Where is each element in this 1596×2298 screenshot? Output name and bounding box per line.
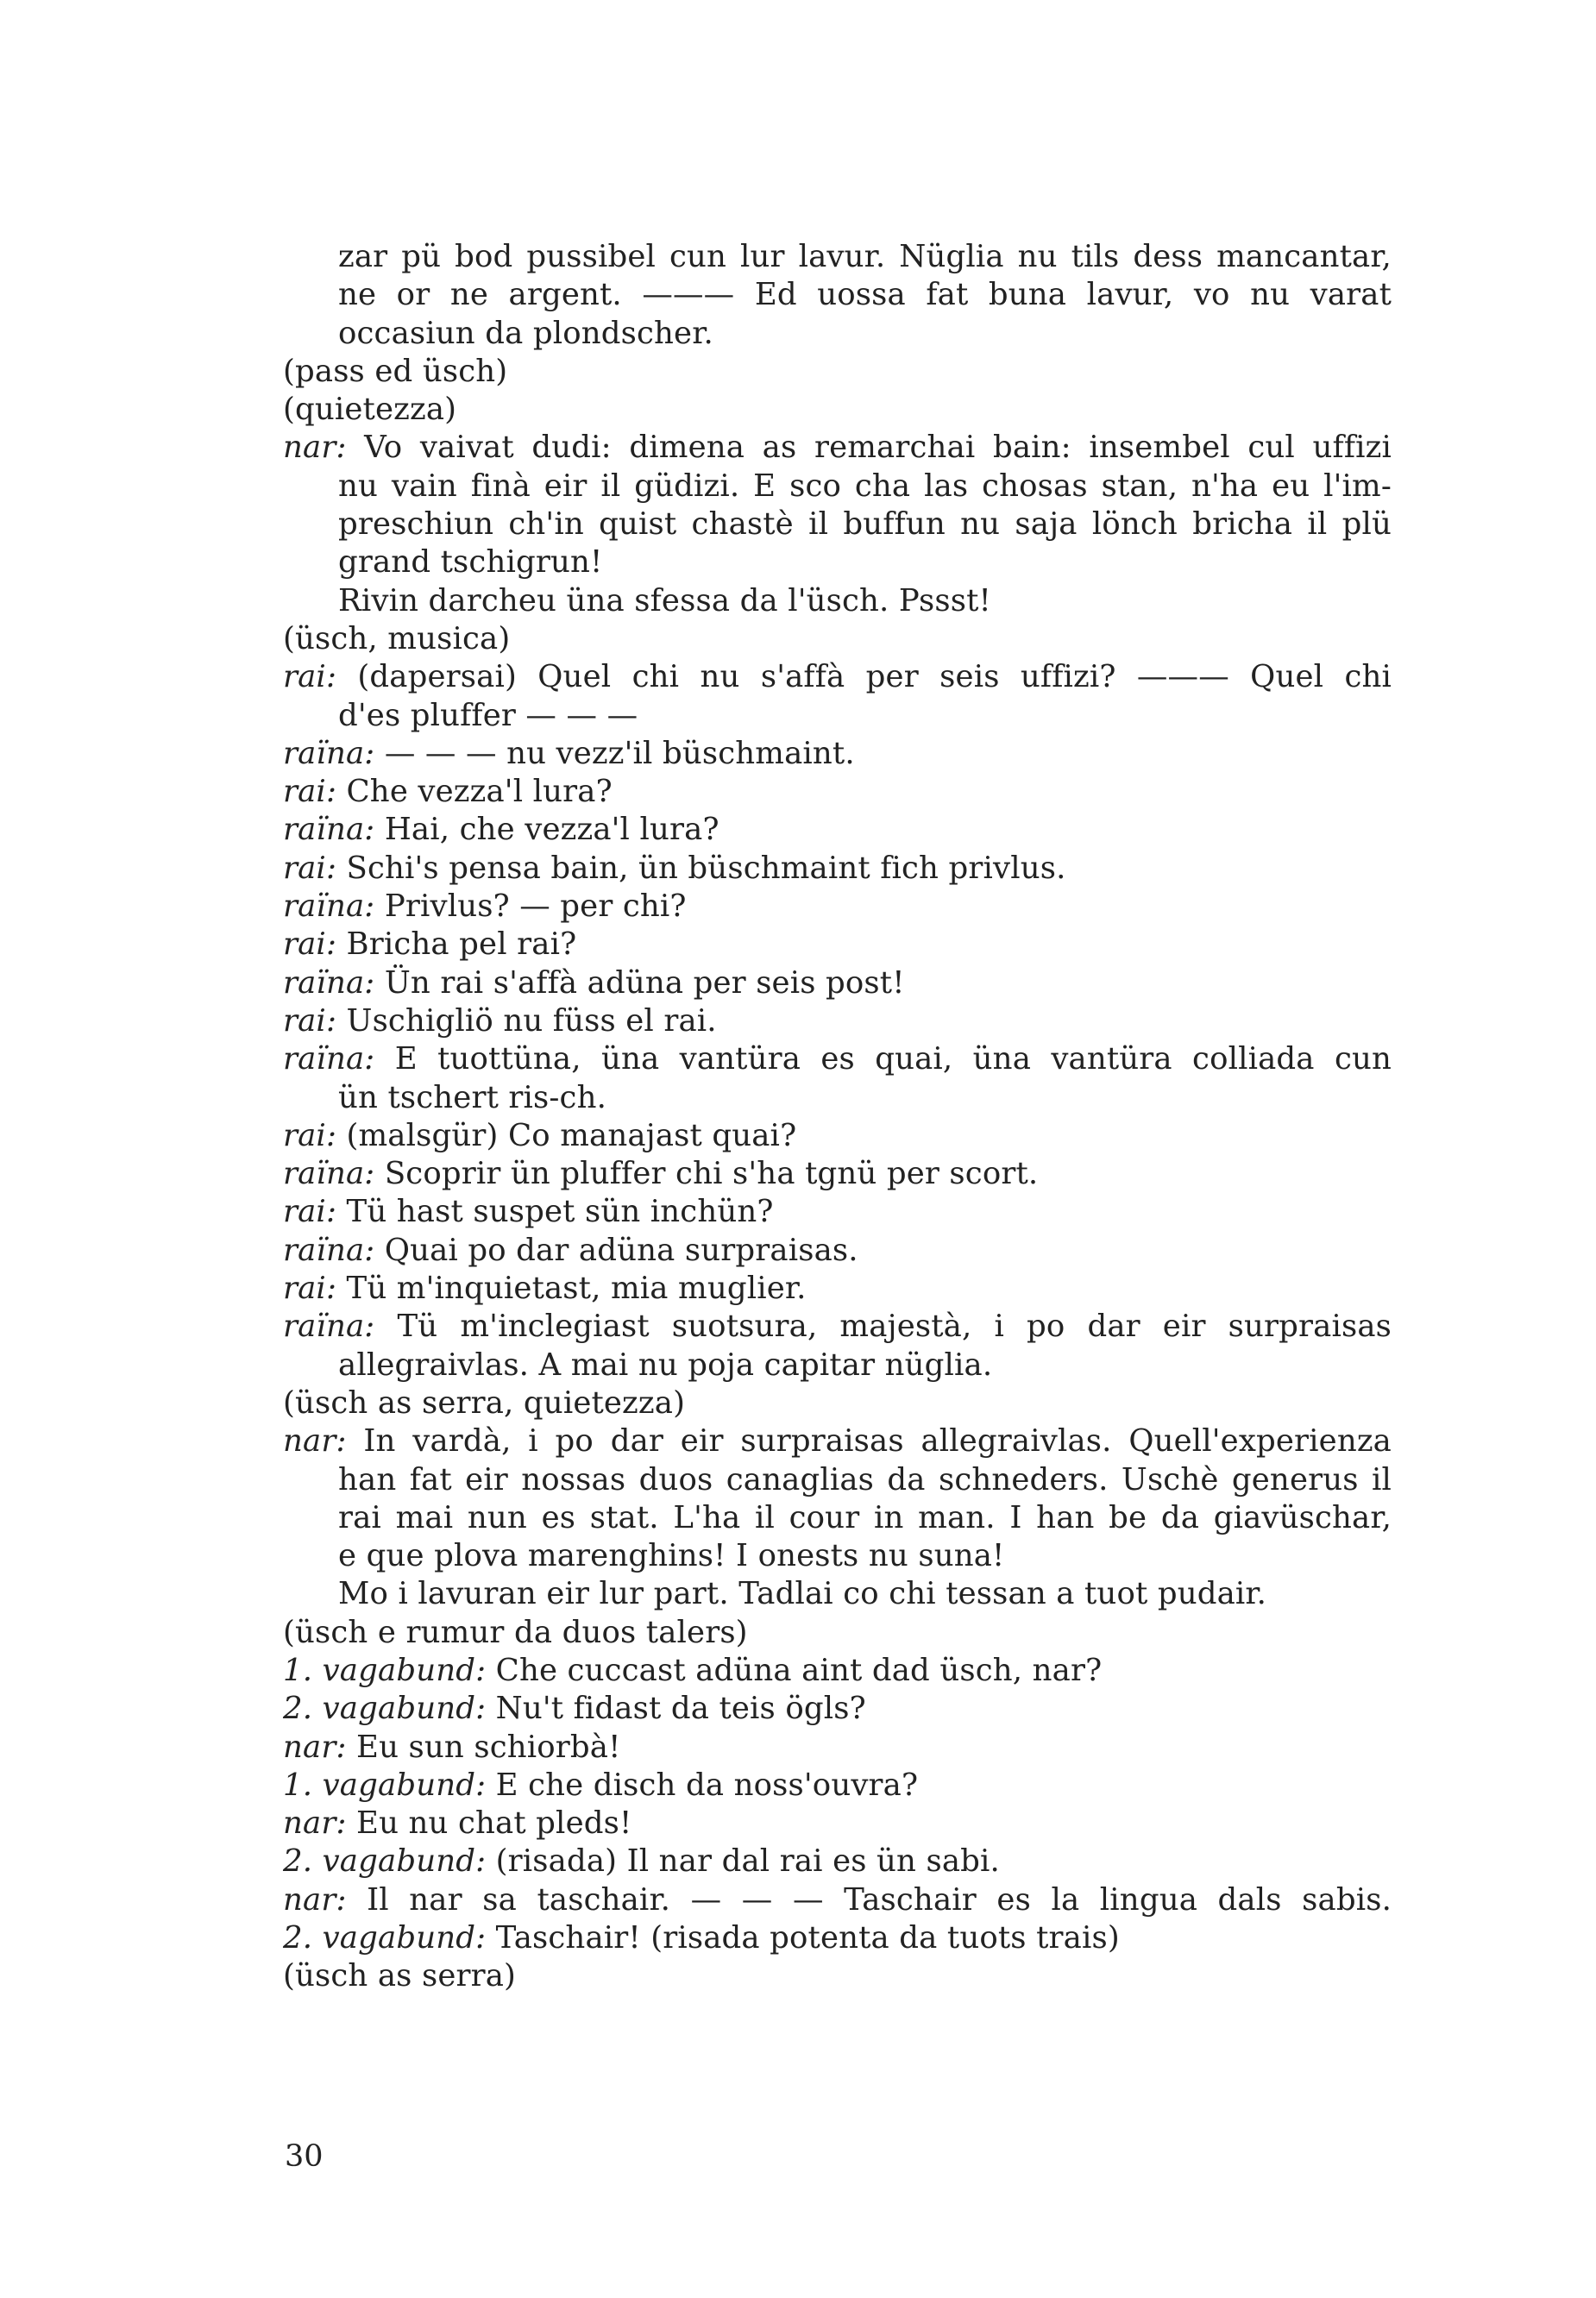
speaker-label: raïna:: [283, 964, 375, 1001]
line-text: Rivin darcheu üna sfessa da l'üsch. Pssst!: [338, 582, 991, 618]
dialogue-line: [283, 1155, 1392, 1193]
dialogue-line: [283, 1843, 1392, 1880]
speaker-label: nar:: [283, 1881, 347, 1918]
line-text: E tuottüna, üna vantüra es quai, üna vantüra colliada cun: [394, 1041, 1392, 1077]
dialogue-line: [283, 735, 1392, 773]
speaker-label: nar:: [283, 1729, 347, 1765]
speaker-label: rai:: [283, 1117, 337, 1153]
continuation-line: [283, 582, 1392, 620]
speaker-label: 2. vagabund:: [283, 1920, 487, 1956]
speaker-label: rai:: [283, 659, 337, 695]
continuation-line: [283, 1499, 1392, 1537]
line-text: Mo i lavuran eir lur part. Tadlai co chi tessan a tuot pudair.: [338, 1576, 1267, 1612]
line-text: preschiun ch'in quist chastè il buffun nu saja lönch bricha il plü: [338, 506, 1392, 543]
line-text: E che disch da noss'ouvra?: [495, 1767, 919, 1803]
speaker-label: rai:: [283, 926, 337, 963]
line-text: allegraivlas. A mai nu poja capitar nüglia.: [338, 1347, 993, 1383]
line-text: Il nar sa taschair. — — — Taschair es la lingua dals sabis.: [367, 1881, 1392, 1918]
line-text: Ün rai s'affà adüna per seis post!: [384, 964, 905, 1001]
stage-direction-line: [283, 1384, 1392, 1422]
line-text: grand tschigrun!: [338, 544, 603, 581]
line-text: (malsgür) Co manajast quai?: [346, 1117, 797, 1153]
line-text: Che vezza'l lura?: [346, 774, 613, 810]
line-text: zar pü bod pussibel cun lur lavur. Nüglia nu tils dess mancantar,: [338, 239, 1392, 274]
dialogue-line: [283, 1652, 1392, 1690]
dialogue-line: [283, 811, 1392, 849]
dialogue-line: [283, 1919, 1392, 1957]
stage-direction-line: [283, 620, 1392, 658]
dialogue-line: [283, 1805, 1392, 1843]
continuation-line: [283, 543, 1392, 581]
line-text: e que plova marenghins! I onests nu suna!: [338, 1538, 1005, 1574]
speaker-label: nar:: [283, 1805, 347, 1842]
line-text: ün tschert ris-ch.: [338, 1079, 607, 1115]
continuation-line: [283, 1575, 1392, 1613]
speaker-label: 2. vagabund:: [283, 1843, 487, 1880]
speaker-label: nar:: [283, 430, 347, 466]
speaker-label: nar:: [283, 1423, 347, 1460]
line-text: Uschigliö nu füss el rai.: [346, 1002, 717, 1039]
speaker-label: rai:: [283, 850, 337, 886]
speaker-label: rai:: [283, 1271, 337, 1307]
dialogue-line: [283, 1270, 1392, 1308]
speaker-label: 1. vagabund:: [283, 1767, 487, 1803]
line-text: Tü hast suspet sün inchün?: [346, 1194, 774, 1230]
line-text: (üsch e rumur da duos talers): [283, 1614, 748, 1650]
page-number: 30: [285, 2139, 324, 2174]
continuation-line: [283, 1347, 1392, 1384]
dialogue-line: [283, 1308, 1392, 1346]
line-text: ne or ne argent. ——— Ed uossa fat buna lavur, vo nu varat: [338, 277, 1392, 313]
dialogue-line: [283, 1881, 1392, 1919]
line-text: han fat eir nossas duos canaglias da schneders. Uschè generus il: [338, 1461, 1392, 1497]
text-block: [283, 238, 1392, 1996]
dialogue-line: [283, 1690, 1392, 1728]
line-text: d'es pluffer — — —: [338, 697, 638, 733]
speaker-label: rai:: [283, 1194, 337, 1230]
line-text: Che cuccast adüna aint dad üsch, nar?: [495, 1652, 1103, 1688]
speaker-label: rai:: [283, 1002, 337, 1039]
continuation-line: [283, 1079, 1392, 1117]
speaker-label: raïna:: [283, 888, 375, 925]
dialogue-line: [283, 888, 1392, 926]
speaker-label: raïna:: [283, 1041, 375, 1077]
continuation-line: [283, 1461, 1392, 1499]
line-text: Vo vaivat dudi: dimena as remarchai bain: insembel cul uffizi: [364, 430, 1392, 466]
dialogue-line: [283, 773, 1392, 811]
dialogue-line: [283, 658, 1392, 696]
stage-direction-line: [283, 391, 1392, 429]
line-text: Eu sun schiorbà!: [356, 1729, 621, 1765]
dialogue-line: [283, 429, 1392, 467]
line-text: (quietezza): [283, 392, 457, 428]
dialogue-line: [283, 1040, 1392, 1078]
line-text: (risada) Il nar dal rai es ün sabi.: [495, 1843, 1000, 1880]
dialogue-line: [283, 1002, 1392, 1040]
line-text: In vardà, i po dar eir surpraisas allegraivlas. Quell'experienza: [363, 1423, 1392, 1460]
speaker-label: raïna:: [283, 1309, 375, 1345]
line-text: Quai po dar adüna surpraisas.: [384, 1232, 858, 1268]
dialogue-line: [283, 926, 1392, 964]
line-text: Tü m'inclegiast suotsura, majestà, i po dar eir surpraisas: [397, 1309, 1392, 1345]
dialogue-line: [283, 1193, 1392, 1231]
speaker-label: rai:: [283, 774, 337, 810]
continuation-line: [283, 238, 1392, 276]
line-text: occasiun da plondscher.: [338, 315, 713, 351]
dialogue-line: [283, 1422, 1392, 1460]
continuation-line: [283, 505, 1392, 543]
dialogue-line: [283, 1729, 1392, 1767]
speaker-label: raïna:: [283, 735, 375, 771]
dialogue-line: [283, 1117, 1392, 1155]
line-text: (pass ed üsch): [283, 353, 508, 389]
line-text: Hai, che vezza'l lura?: [384, 812, 719, 848]
speaker-label: raïna:: [283, 1156, 375, 1192]
dialogue-line: [283, 1767, 1392, 1805]
speaker-label: raïna:: [283, 812, 375, 848]
speaker-label: raïna:: [283, 1232, 375, 1268]
speaker-label: 1. vagabund:: [283, 1652, 487, 1688]
stage-direction-line: [283, 1614, 1392, 1652]
continuation-line: [283, 1537, 1392, 1575]
speaker-label: 2. vagabund:: [283, 1691, 487, 1727]
dialogue-line: [283, 850, 1392, 888]
stage-direction-line: [283, 353, 1392, 391]
line-text: (dapersai) Quel chi nu s'affà per seis uffizi? ——— Quel chi: [357, 659, 1392, 695]
line-text: Nu't fidast da teis ögls?: [495, 1691, 866, 1727]
continuation-line: [283, 315, 1392, 353]
line-text: Schi's pensa bain, ün büschmaint fich privlus.: [346, 850, 1066, 886]
line-text: (üsch, musica): [283, 620, 511, 656]
line-text: Privlus? — per chi?: [384, 888, 687, 925]
continuation-line: [283, 697, 1392, 735]
line-text: nu vain finà eir il güdizi. E sco cha las chosas stan, n'ha eu l'im-: [338, 468, 1392, 504]
stage-direction-line: [283, 1957, 1392, 1995]
line-text: — — — nu vezz'il büschmaint.: [384, 735, 855, 771]
continuation-line: [283, 276, 1392, 314]
line-text: Bricha pel rai?: [346, 926, 577, 963]
line-text: Eu nu chat pleds!: [356, 1805, 632, 1842]
dialogue-line: [283, 1232, 1392, 1270]
line-text: Tü m'inquietast, mia muglier.: [346, 1271, 807, 1307]
line-text: rai mai nun es stat. L'ha il cour in man. I han be da giavüschar,: [338, 1499, 1392, 1535]
line-text: Scoprir ün pluffer chi s'ha tgnü per scort.: [384, 1156, 1039, 1192]
continuation-line: [283, 468, 1392, 505]
line-text: Taschair! (risada potenta da tuots trais): [495, 1920, 1120, 1956]
line-text: (üsch as serra, quietezza): [283, 1384, 686, 1421]
line-text: (üsch as serra): [283, 1958, 517, 1994]
dialogue-line: [283, 964, 1392, 1002]
